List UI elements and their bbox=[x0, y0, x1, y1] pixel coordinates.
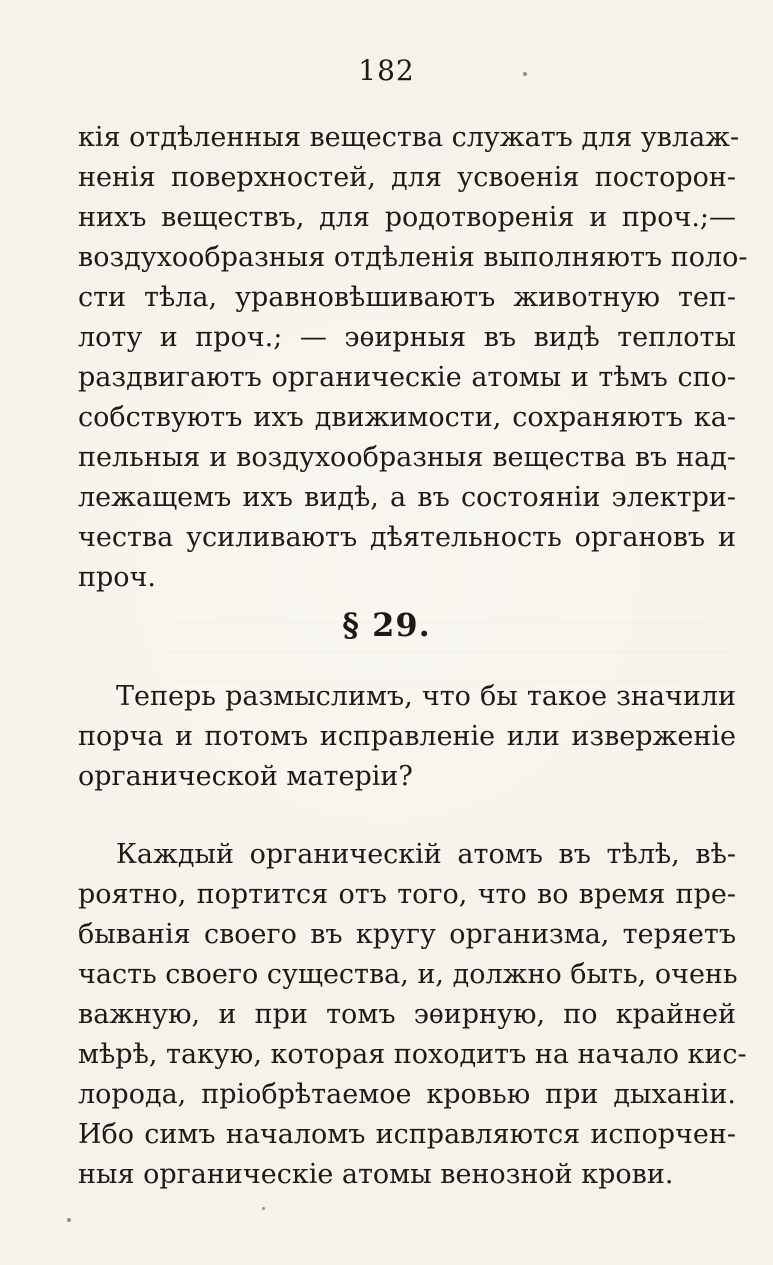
paragraph-line: Теперь размыслимъ, что бы такое значили bbox=[116, 681, 736, 712]
paragraph-line: порча и потомъ исправленіе или изверженіе bbox=[78, 721, 736, 752]
paper-speck bbox=[67, 1218, 71, 1222]
paragraph-line: роятно, портится отъ того, что во время пре- bbox=[78, 879, 736, 910]
paragraph-line: проч. bbox=[78, 562, 156, 593]
paragraph-line: Каждый органическій атомъ въ тѣлѣ, вѣ- bbox=[116, 839, 736, 870]
paper-speck bbox=[523, 72, 527, 76]
paragraph-line: кія отдѣленныя вещества служатъ для увлаж- bbox=[78, 122, 740, 153]
paragraph-line: собствуютъ ихъ движимости, сохраняютъ ка- bbox=[78, 402, 736, 433]
paragraph-line: лежащемъ ихъ видѣ, а въ состояніи электри- bbox=[78, 482, 736, 513]
paragraph-line: Ибо симъ началомъ исправляются испорчен- bbox=[78, 1119, 736, 1150]
page-number: 182 bbox=[358, 54, 415, 87]
paragraph-2 bbox=[78, 677, 736, 797]
paragraph-line: ненія поверхностей, для усвоенія посторон- bbox=[78, 162, 736, 193]
paragraph-line: лорода, пріобрѣтаемое кровью при дыханіи. bbox=[78, 1079, 736, 1110]
paragraph-line: органической матеріи? bbox=[78, 761, 413, 792]
paragraph-line: часть своего существа, и, должно быть, очень bbox=[78, 959, 738, 990]
paper-speck bbox=[262, 1207, 265, 1210]
paragraph-line: мѣрѣ, такую, которая походитъ на начало кис- bbox=[78, 1039, 747, 1070]
paragraph-line: важную, и при томъ эѳирную, по крайней bbox=[78, 999, 736, 1030]
paragraph-line: быванія своего въ кругу организма, теряетъ bbox=[78, 919, 736, 950]
paragraph-line: раздвигаютъ органическіе атомы и тѣмъ спо- bbox=[78, 362, 736, 393]
paragraph-line: нихъ веществъ, для родотворенія и проч.;— bbox=[78, 202, 736, 233]
paragraph-1 bbox=[78, 118, 748, 598]
paragraph-line: чества усиливаютъ дѣятельность органовъ и bbox=[78, 522, 736, 553]
section-heading: § 29. bbox=[342, 606, 431, 644]
paragraph-3 bbox=[78, 835, 747, 1195]
paragraph-line: ныя органическіе атомы венозной крови. bbox=[78, 1159, 674, 1190]
paragraph-line: сти тѣла, уравновѣшиваютъ животную теп- bbox=[78, 282, 736, 313]
paragraph-line: лоту и проч.; — эѳирныя въ видѣ теплоты bbox=[78, 322, 736, 353]
paragraph-line: пельныя и воздухообразныя вещества въ над- bbox=[78, 442, 736, 473]
paragraph-line: воздухообразныя отдѣленія выполняютъ поло- bbox=[78, 242, 748, 273]
